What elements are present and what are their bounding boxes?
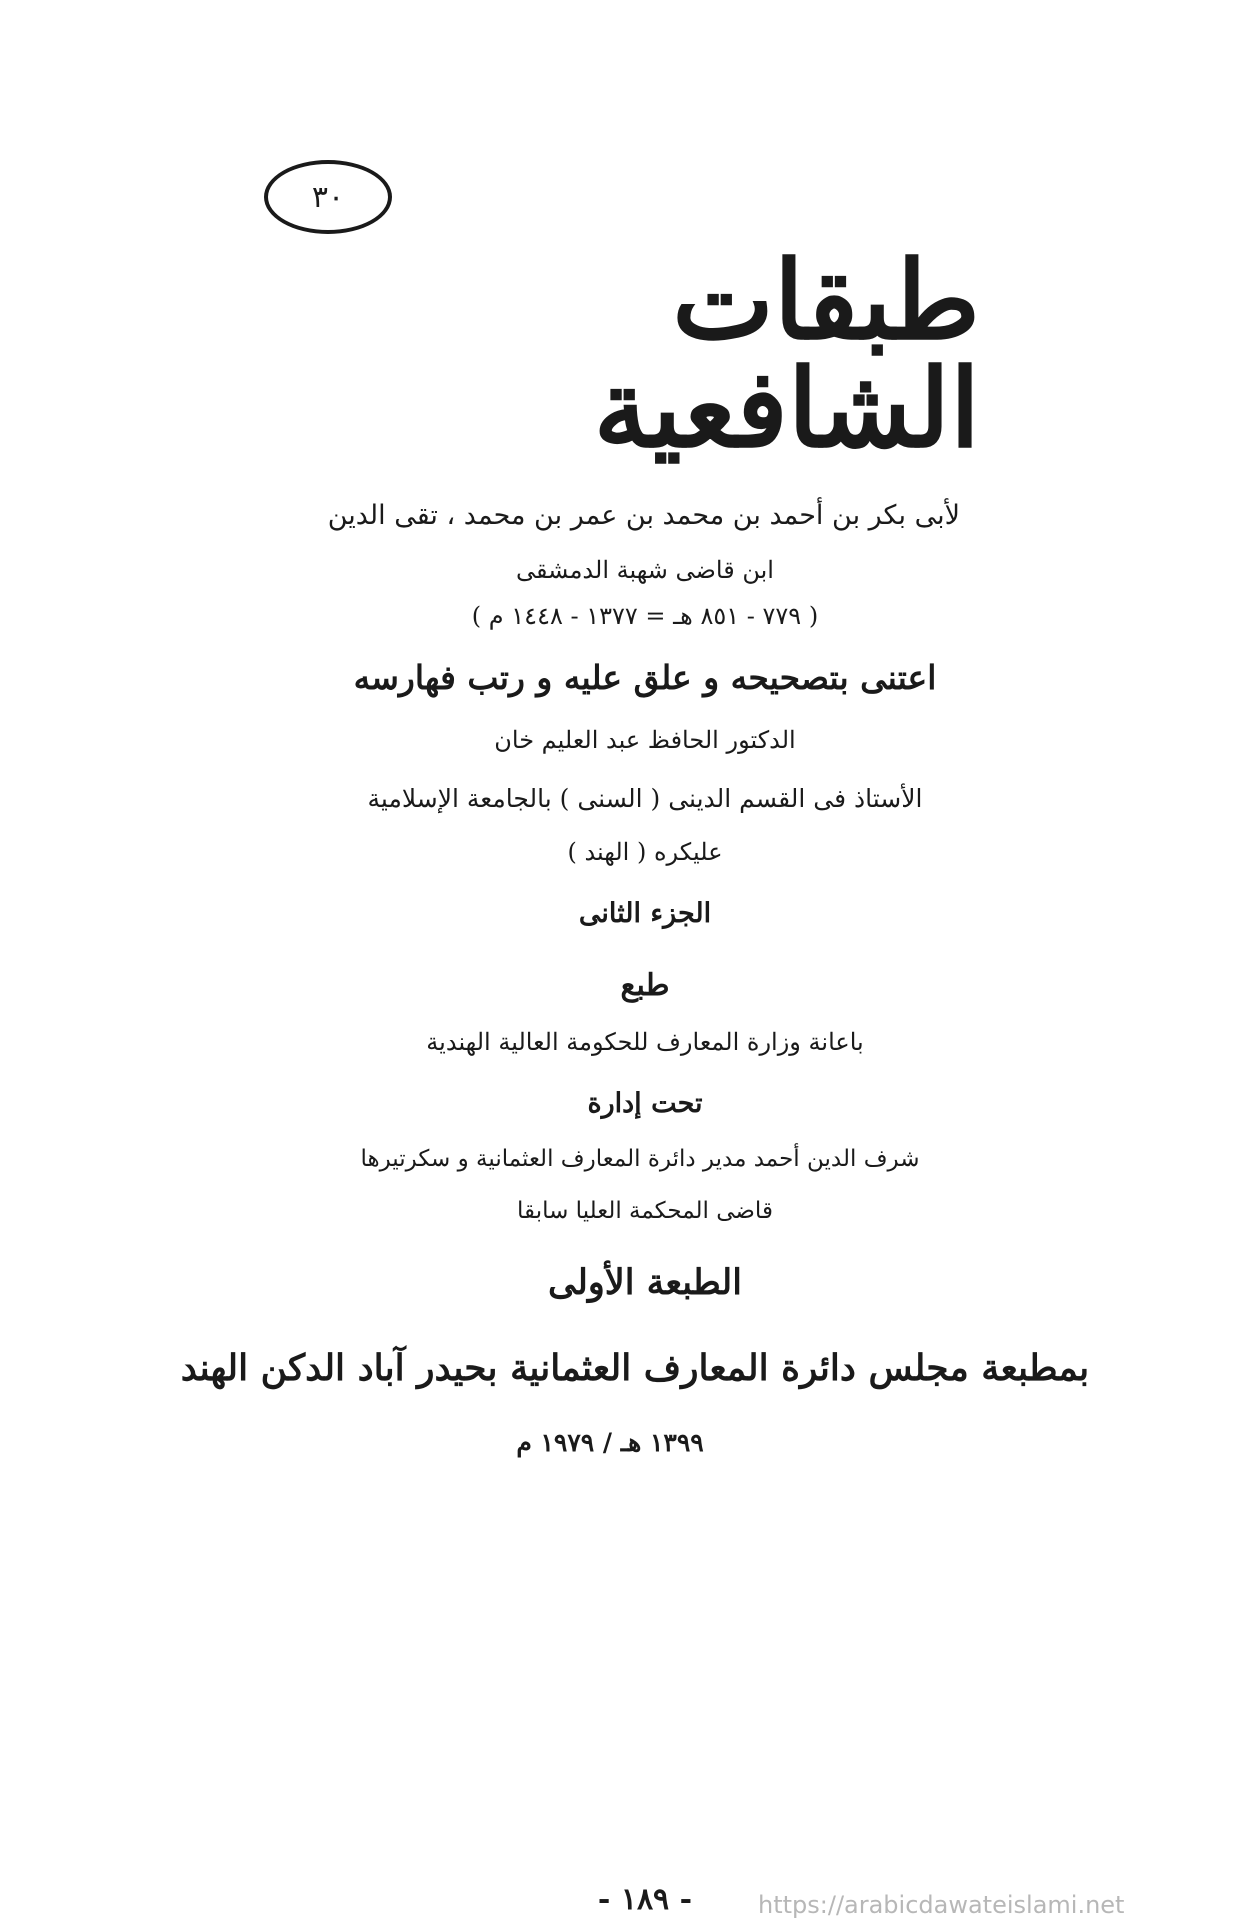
editor-position: الأستاذ فى القسم الدينى ( السنى ) بالجامعة الإسلامية: [367, 784, 923, 813]
editor-intro: اعتنى بتصحيحه و علق عليه و رتب فهارسه: [353, 658, 937, 697]
editor-name: الدكتور الحافظ عبد العليم خان: [494, 726, 796, 754]
volume-label: الجزء الثانى: [578, 898, 712, 929]
printed-heading: طبع: [620, 968, 670, 1003]
author-name-line: ابن قاضى شهبة الدمشقى: [516, 556, 774, 584]
book-title: طبقات الشافعية: [593, 238, 980, 472]
publication-year: ١٣٩٩ هـ / ١٩٧٩ م: [516, 1428, 704, 1457]
author-dates: ( ٧٧٩ - ٨٥١ هـ = ١٣٧٧ - ١٤٤٨ م ): [471, 602, 819, 630]
source-watermark: https://arabicdawateislami.net: [758, 1891, 1125, 1919]
director-line: شرف الدين أحمد مدير دائرة المعارف العثمانية و سكرتيرها: [360, 1146, 920, 1172]
support-line: باعانة وزارة المعارف للحكومة العالية الهندية: [426, 1028, 864, 1056]
edition-label: الطبعة الأولى: [548, 1262, 742, 1303]
author-line: لأبى بكر بن أحمد بن محمد بن عمر بن محمد ، تقى الدين: [327, 500, 960, 531]
press-name: بمطبعة مجلس دائرة المعارف العثمانية بحيدر آباد الدكن الهند: [180, 1347, 1090, 1389]
badge-number: ٣٠: [311, 179, 345, 215]
editor-location: عليكره ( الهند ): [567, 838, 723, 866]
page-number: - ١٨٩ -: [597, 1882, 693, 1917]
volume-number-badge: [264, 160, 392, 234]
judge-line: قاضى المحكمة العليا سابقا: [517, 1198, 773, 1224]
under-heading: تحت إدارة: [587, 1088, 703, 1119]
